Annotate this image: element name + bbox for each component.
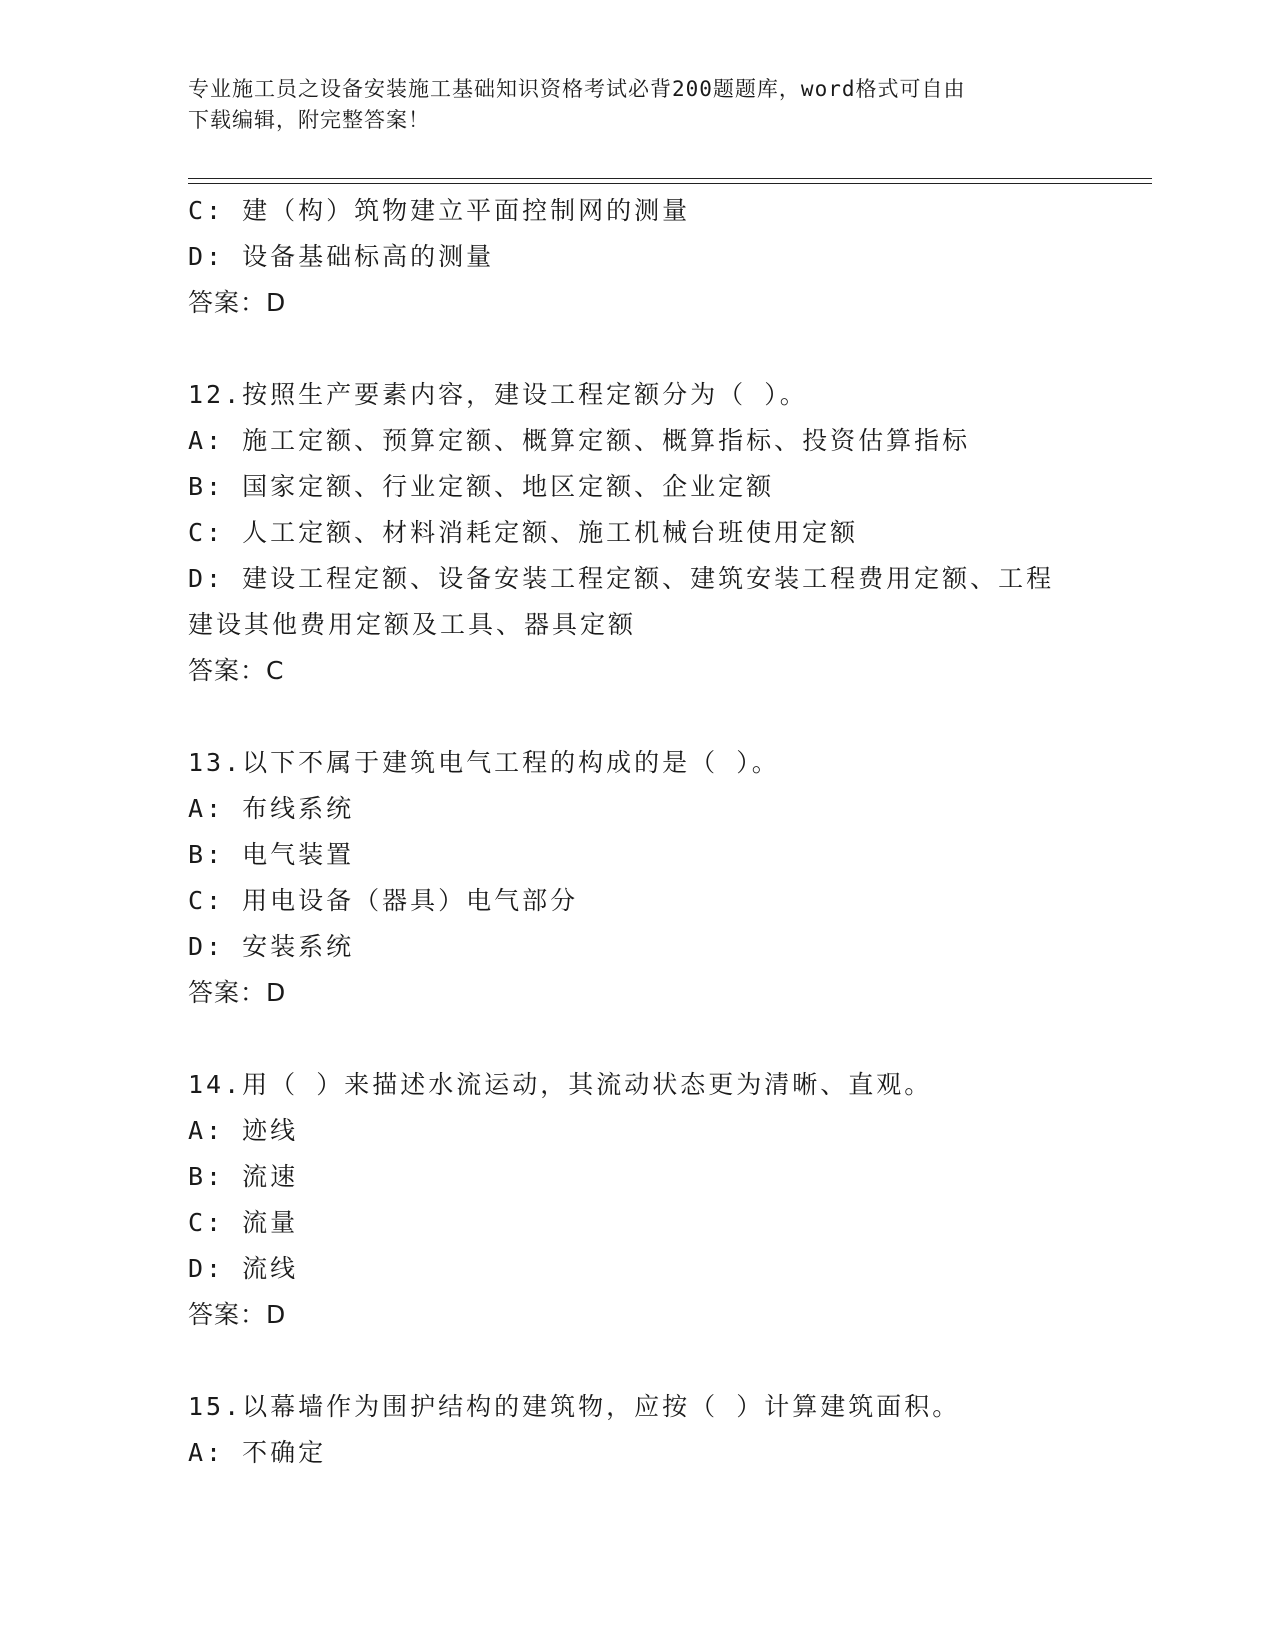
option-c: C: 人工定额、材料消耗定额、施工机械台班使用定额 <box>188 518 859 547</box>
answer: 答案：D <box>188 978 287 1007</box>
question-11-tail <box>188 188 1088 326</box>
option-d: D: 建设工程定额、设备安装工程定额、建筑安装工程费用定额、工程 <box>188 564 1055 593</box>
question-stem: 12.按照生产要素内容，建设工程定额分为（ ）。 <box>188 380 808 409</box>
answer: 答案：D <box>188 288 287 317</box>
option-b: B: 国家定额、行业定额、地区定额、企业定额 <box>188 472 775 501</box>
option-d: D: 流线 <box>188 1254 299 1283</box>
option-b: B: 流速 <box>188 1162 299 1191</box>
option-c: C: 建（构）筑物建立平面控制网的测量 <box>188 196 691 225</box>
question-13 <box>188 740 1088 1016</box>
spacer <box>188 1338 1088 1384</box>
header-divider-bottom <box>188 183 1152 184</box>
question-stem: 13.以下不属于建筑电气工程的构成的是（ ）。 <box>188 748 780 777</box>
answer: 答案：D <box>188 1300 287 1329</box>
option-d: D: 设备基础标高的测量 <box>188 242 495 271</box>
question-14 <box>188 1062 1088 1338</box>
option-c: C: 流量 <box>188 1208 299 1237</box>
question-12 <box>188 372 1088 694</box>
question-stem: 15.以幕墙作为围护结构的建筑物，应按（ ）计算建筑面积。 <box>188 1392 961 1421</box>
header-divider-top <box>188 178 1152 179</box>
option-a: A: 迹线 <box>188 1116 299 1145</box>
document-body <box>188 188 1088 1476</box>
header-line-1: 专业施工员之设备安装施工基础知识资格考试必背200题题库，word格式可自由 <box>188 77 966 101</box>
option-a: A: 不确定 <box>188 1438 327 1467</box>
spacer <box>188 694 1088 740</box>
header-line-2: 下载编辑，附完整答案！ <box>188 108 430 132</box>
option-c: C: 用电设备（器具）电气部分 <box>188 886 579 915</box>
answer: 答案：C <box>188 656 285 685</box>
spacer <box>188 1016 1088 1062</box>
option-a: A: 布线系统 <box>188 794 355 823</box>
option-d-continued: 建设其他费用定额及工具、器具定额 <box>188 610 637 639</box>
document-header <box>188 74 1088 136</box>
question-stem: 14.用（ ）来描述水流运动，其流动状态更为清晰、直观。 <box>188 1070 933 1099</box>
option-d: D: 安装系统 <box>188 932 355 961</box>
spacer <box>188 326 1088 372</box>
option-a: A: 施工定额、预算定额、概算定额、概算指标、投资估算指标 <box>188 426 971 455</box>
option-b: B: 电气装置 <box>188 840 355 869</box>
question-15 <box>188 1384 1088 1476</box>
